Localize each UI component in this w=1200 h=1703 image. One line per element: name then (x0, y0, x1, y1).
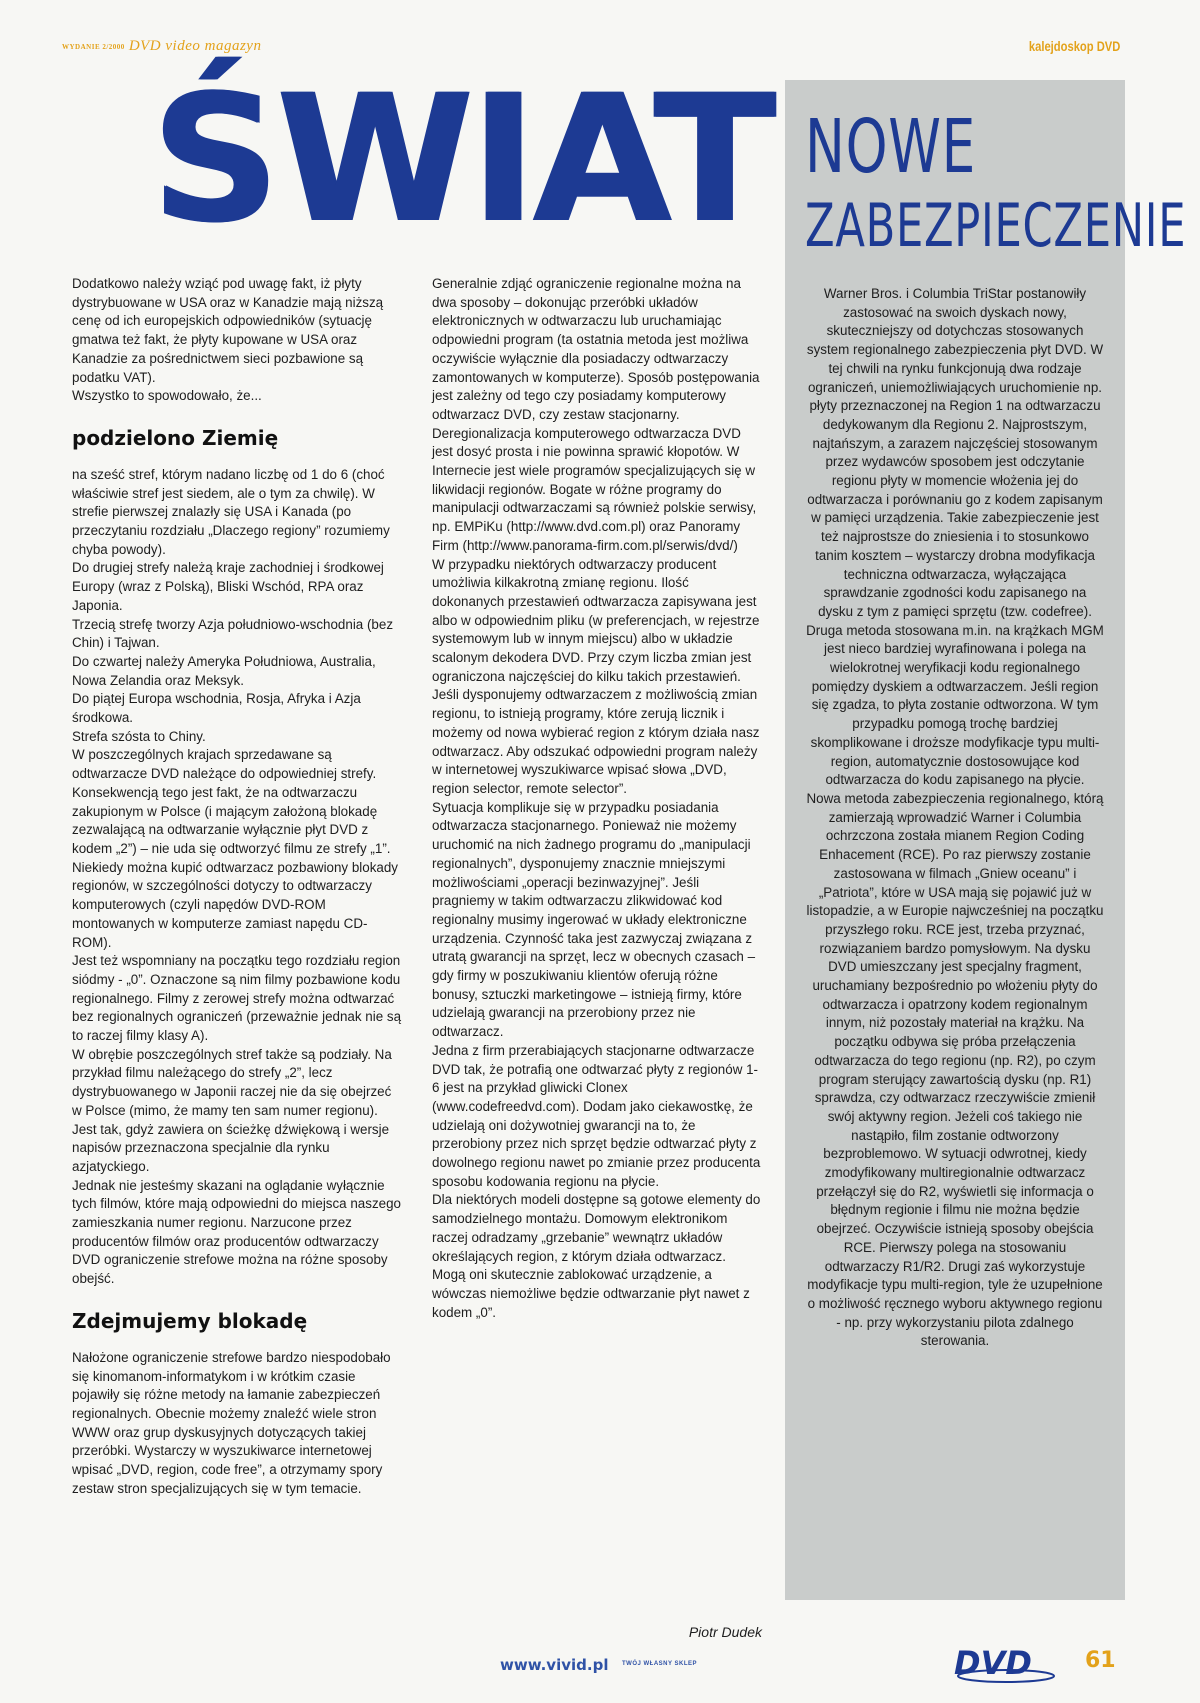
paragraph: Warner Bros. i Columbia TriStar postanowiły zastosować na swoich dyskach nowy, skuteczniejszy od dotychczas stosowanych system regionalnego zabezpieczenia płyt DVD. W tej chwili na rynku funkcjonują dwa rodzaje ograniczeń, uniemożliwiających uruchomienie np. płyty przeznaczonej na Region 1 na odtwarzaczu dedykowanym dla Regionu 2. Najprostszym, najtańszym, a zarazem najczęściej stosowanym przez wydawców sposobem jest odczytanie regionu płyty w momencie włożenia jej do odtwarzacza i porównaniu go z kodem zapisanym w pamięci urządzenia. Takie zabezpieczenie jest też najprostsze do zniesienia i to stosunkowo tanim kosztem – wystarczy drobna modyfikacja techniczna odtwarzacza, wyłączająca sprawdzanie zgodności kodu zapisanego na dysku z tym z pamięci sprzętu (tzw. codefree). Druga metoda stosowana m.in. na krążkach MGM jest nieco bardziej wyrafinowana i polega na wielokrotnej weryfikacji kodu regionalnego pomiędzy dyskiem a odtwarzaczem. Jeśli region się zgadza, to płyta zostanie odtworzona. W tym przypadku pomogą trochę bardziej skomplikowane i droższe modyfikacje typu multi-region, automatycznie dostosowujące kod odtwarzacza do kodu zapisanego na płycie. (806, 286, 1104, 788)
sidebar-text (805, 285, 1105, 1351)
subheading-podzielono: podzielono Ziemię (72, 425, 279, 450)
paragraph: Strefa szósta to Chiny. (72, 728, 206, 744)
sidebar-title (805, 104, 1187, 261)
paragraph: Niekiedy można kupić odtwarzacz pozbawiony blokady regionów, w szczególności dotyczy to odtwarzaczy komputerowych (czyli napędów DVD-ROM montowanych w komputerze zamiast napędu CD-ROM). (72, 859, 399, 950)
issue-label: WYDANIE 2/2000 (62, 42, 125, 51)
sidebar-title-line2: ZABEZPIECZENIE (805, 191, 1187, 261)
magazine-header (62, 38, 261, 55)
paragraph: Generalnie zdjąć ograniczenie regionalne można na dwa sposoby – dokonując przeróbki układów elektronicznych w odtwarzaczu lub uruchamiając odpowiedni program (ta ostatnia metoda jest możliwa oczywiście wyłącznie dla posiadaczy odtwarzaczy zamontowanych w komputerze). Sposób postępowania jest zależny od tego czy posiadamy komputerowy odtwarzacz DVD, czy zestaw stacjonarny. (432, 276, 760, 422)
author-signature: Piotr Dudek (688, 1624, 762, 1640)
page-number: 61 (1085, 1648, 1116, 1673)
paragraph: Deregionalizacja komputerowego odtwarzacza DVD jest dosyć prosta i nie powinna sprawić kłopotów. W Internecie jest wiele programów specjalizujących się w likwidacji regionów. Bogate w różne programy do manipulacji odtwarzaczami są również polskie serwisy, np. EMPiKu (http://www.dvd.com.pl) oraz Panoramy Firm (http://www.panorama-firm.com.pl/serwis/dvd/) (432, 425, 757, 553)
paragraph: W obrębie poszczególnych stref także są podziały. Na przykład filmu należącego do strefy „2”, lecz dystrybuowanego w Japonii raczej nie da się obejrzeć w Polsce (mimo, że mamy ten sam numer regionu). Jest tak, gdyż zawiera on ścieżkę dźwiękową i wersje napisów przeznaczona specjalnie dla rynku azjatyckiego. (72, 1046, 392, 1174)
paragraph: Jednak nie jesteśmy skazani na oglądanie wyłącznie tych filmów, które mają odpowiedni do miejsca naszego zamieszkania numer regionu. Narzucone przez producentów filmów oraz producentów odtwarzaczy DVD ograniczenie strefowe można na różne sposoby obejść. (72, 1177, 401, 1287)
paragraph: Dodatkowo należy wziąć pod uwagę fakt, iż płyty dystrybuowane w USA oraz w Kanadzie mają niższą cenę od ich europejskich odpowiedników (sytuację gmatwa też fakt, że płyty kupowane w USA oraz Kanadzie za pośrednictwem sieci pozbawione są podatku VAT). (72, 276, 384, 385)
paragraph: Jest też wspomniany na początku tego rozdziału region siódmy - „0”. Oznaczone są nim filmy pozbawione kodu regionalnego. Filmy z zerowej strefy można odtwarzać bez regionalnych ograniczeń (przeważnie jednak nie są to raczej filmy klasy A). (72, 953, 402, 1044)
column-1 (72, 275, 402, 1498)
magazine-title: DVD video magazyn (128, 38, 262, 54)
paragraph: Nałożone ograniczenie strefowe bardzo niespodobało się kinomanom-informatykom i w krótkim czasie pojawiły się różne metody na łamanie zabezpieczeń regionalnych. Obecnie możemy znaleźć wiele stron WWW oraz grup dyskusyjnych dotyczących takiej przeróbki. Wystarczy w wyszukiwarce internetowej wpisać „DVD, region, code free”, a otrzymamy spory zestaw stron specjalizujących się w tym temacie. (72, 1349, 391, 1496)
paragraph: Do drugiej strefy należą kraje zachodniej i środkowej Europy (wraz z Polską), Bliski Wschód, RPA oraz Japonia. (72, 560, 384, 613)
article-title: ŚWIAT (150, 57, 772, 262)
paragraph: W przypadku niektórych odtwarzaczy producent umożliwia kilkakrotną zmianę regionu. Ilość dokonanych przestawień odtwarzacza zapisywana jest albo w odpowiednim pliku (w preferencjach, w rejestrze systemowym lub w innym miejscu) albo w układzie scalonym dekodera DVD. Przy czym liczba zmian jest ograniczona najczęściej do kilku takich przestawień. Jeśli dysponujemy odtwarzaczem z możliwością zmian regionu, to istnieją programy, które zerują licznik i możemy od nowa wybierać region z którym działa nasz odtwarzacz. Aby odszukać odpowiedni program należy w internetowej wyszukiwarce wpisać słowa „DVD, region selector, remote selector”. (432, 556, 760, 796)
paragraph: Trzecią strefę tworzy Azja południowo-wschodnia (bez Chin) i Tajwan. (72, 616, 394, 651)
dvd-logo-text: DVD (954, 1646, 1032, 1682)
section-header: kalejdoskop DVD (1028, 38, 1120, 54)
paragraph: Do czwartej należy Ameryka Południowa, Australia, Nowa Zelandia oraz Meksyk. (72, 653, 376, 688)
footer-tagline: TWÓJ WŁASNY SKLEP (622, 1661, 698, 1667)
paragraph: Sytuacja komplikuje się w przypadku posiadania odtwarzacza stacjonarnego. Ponieważ nie możemy uruchomić na nich żadnego programu do „manipulacji regionalnych”, dysponujemy znacznie mniejszymi możliwościami „operacji bezinwazyjnej”. Jeśli pragniemy w takim odtwarzaczu zlikwidować kod regionalny musimy ingerować w układy elektroniczne urządzenia. Czynność taka jest zazwyczaj związana z utratą gwarancji na sprzęt, lecz w obecnych czasach – gdy firmy w poszukiwaniu klientów oferują różne bonusy, sztuczki marketingowe – istnieją firmy, które udzielają gwarancji na przerobiony przez nie odtwarzacz. (432, 799, 756, 1040)
column-2 (432, 275, 762, 1322)
subheading-zdejmujemy: Zdejmujemy blokadę (72, 1308, 308, 1333)
paragraph: Wszystko to spowodowało, że... (72, 388, 262, 404)
dvd-logo (948, 1646, 1058, 1686)
footer-url-link[interactable]: www.vivid.pl (500, 1656, 609, 1674)
paragraph: W poszczególnych krajach sprzedawane są odtwarzacze DVD należące do odpowiedniej strefy. Konsekwencją tego jest fakt, że na odtwarzaczu zakupionym w Polsce (i mającym założoną blokadę zezwalającą na odtwarzanie wyłącznie płyt DVD z kodem „2”) – nie uda się odtworzyć filmu ze strefy „1”. (72, 747, 391, 856)
paragraph: na sześć stref, którym nadano liczbę od 1 do 6 (choć właściwie stref jest siedem, ale o tym za chwilę). W strefie pierwszej znalazły się USA i Kanada (po przeczytaniu rozdziału „Dlaczego regiony” rozumiemy chyba powody). (72, 466, 390, 557)
paragraph: Dla niektórych modeli dostępne są gotowe elementy do samodzielnego montażu. Domowym elektronikom raczej odradzamy „grzebanie” wewnątrz układów określających region, z którym działa odtwarzacz. Mogą oni skutecznie zablokować urządzenie, a wówczas niemożliwe będzie odtwarzanie płyt nawet z kodem „0”. (432, 1192, 761, 1320)
paragraph: Do piątej Europa wschodnia, Rosja, Afryka i Azja środkowa. (72, 691, 361, 726)
paragraph: Jedna z firm przerabiających stacjonarne odtwarzacze DVD tak, że potrafią one odtwarzać płyty z regionów 1-6 jest na przykład gliwicki Clonex (www.codefreedvd.com). Dodam jako ciekawostkę, że udzielają oni dożywotniej gwarancji na to, że przerobiony przez nich sprzęt będzie odtwarzać płyty z dowolnego regionu nawet po zmianie przez producenta sposobu kodowania regionu na płycie. (432, 1042, 761, 1189)
paragraph: Nowa metoda zabezpieczenia regionalnego, którą zamierzają wprowadzić Warner i Columbia ochrzczona została mianem Region Coding Enhacement (RCE). Po raz pierwszy zostanie zastosowana w filmach „Gniew oceanu” i „Patriota”, które w USA mają się pojawić już w listopadzie, a w Europie najwcześniej na początku przyszłego roku. RCE jest, trzeba przyznać, rozwiązaniem bardzo pomysłowym. Na dysku DVD umieszczany jest specjalny fragment, uruchamiany bezpośrednio po włożeniu płyty do odtwarzacza i opatrzony kodem regionalnym innym, niż pozostały materiał na krążku. Na początku odbywa się próba przełączenia odtwarzacza do tego regionu (np. R2), po czym program sterujący zawartością dysku (np. R1) sprawdza, czy odtwarzacz rzeczywiście zmienił swój aktywny region. Jeżeli coś takiego nie nastąpiło, film zostanie odtworzony bezproblemowo. W sytuacji odwrotnej, kiedy zmodyfikowany multiregionalnie odtwarzacz przełączył się do R2, wyświetli się informacja o błędnym regionie i filmu nie można będzie obejrzeć. Oczywiście istnieją sposoby obejścia RCE. Pierwszy polega na stosowaniu odtwarzaczy R1/R2. Drugi zaś wykorzystuje modyfikacje typu multi-region, tyle że uzupełnione o możliwość ręcznego wyboru aktywnego regionu - np. przy wykorzystaniu pilota zdalnego sterowania. (806, 790, 1104, 1349)
sidebar-title-line1: NOWE (805, 104, 977, 190)
